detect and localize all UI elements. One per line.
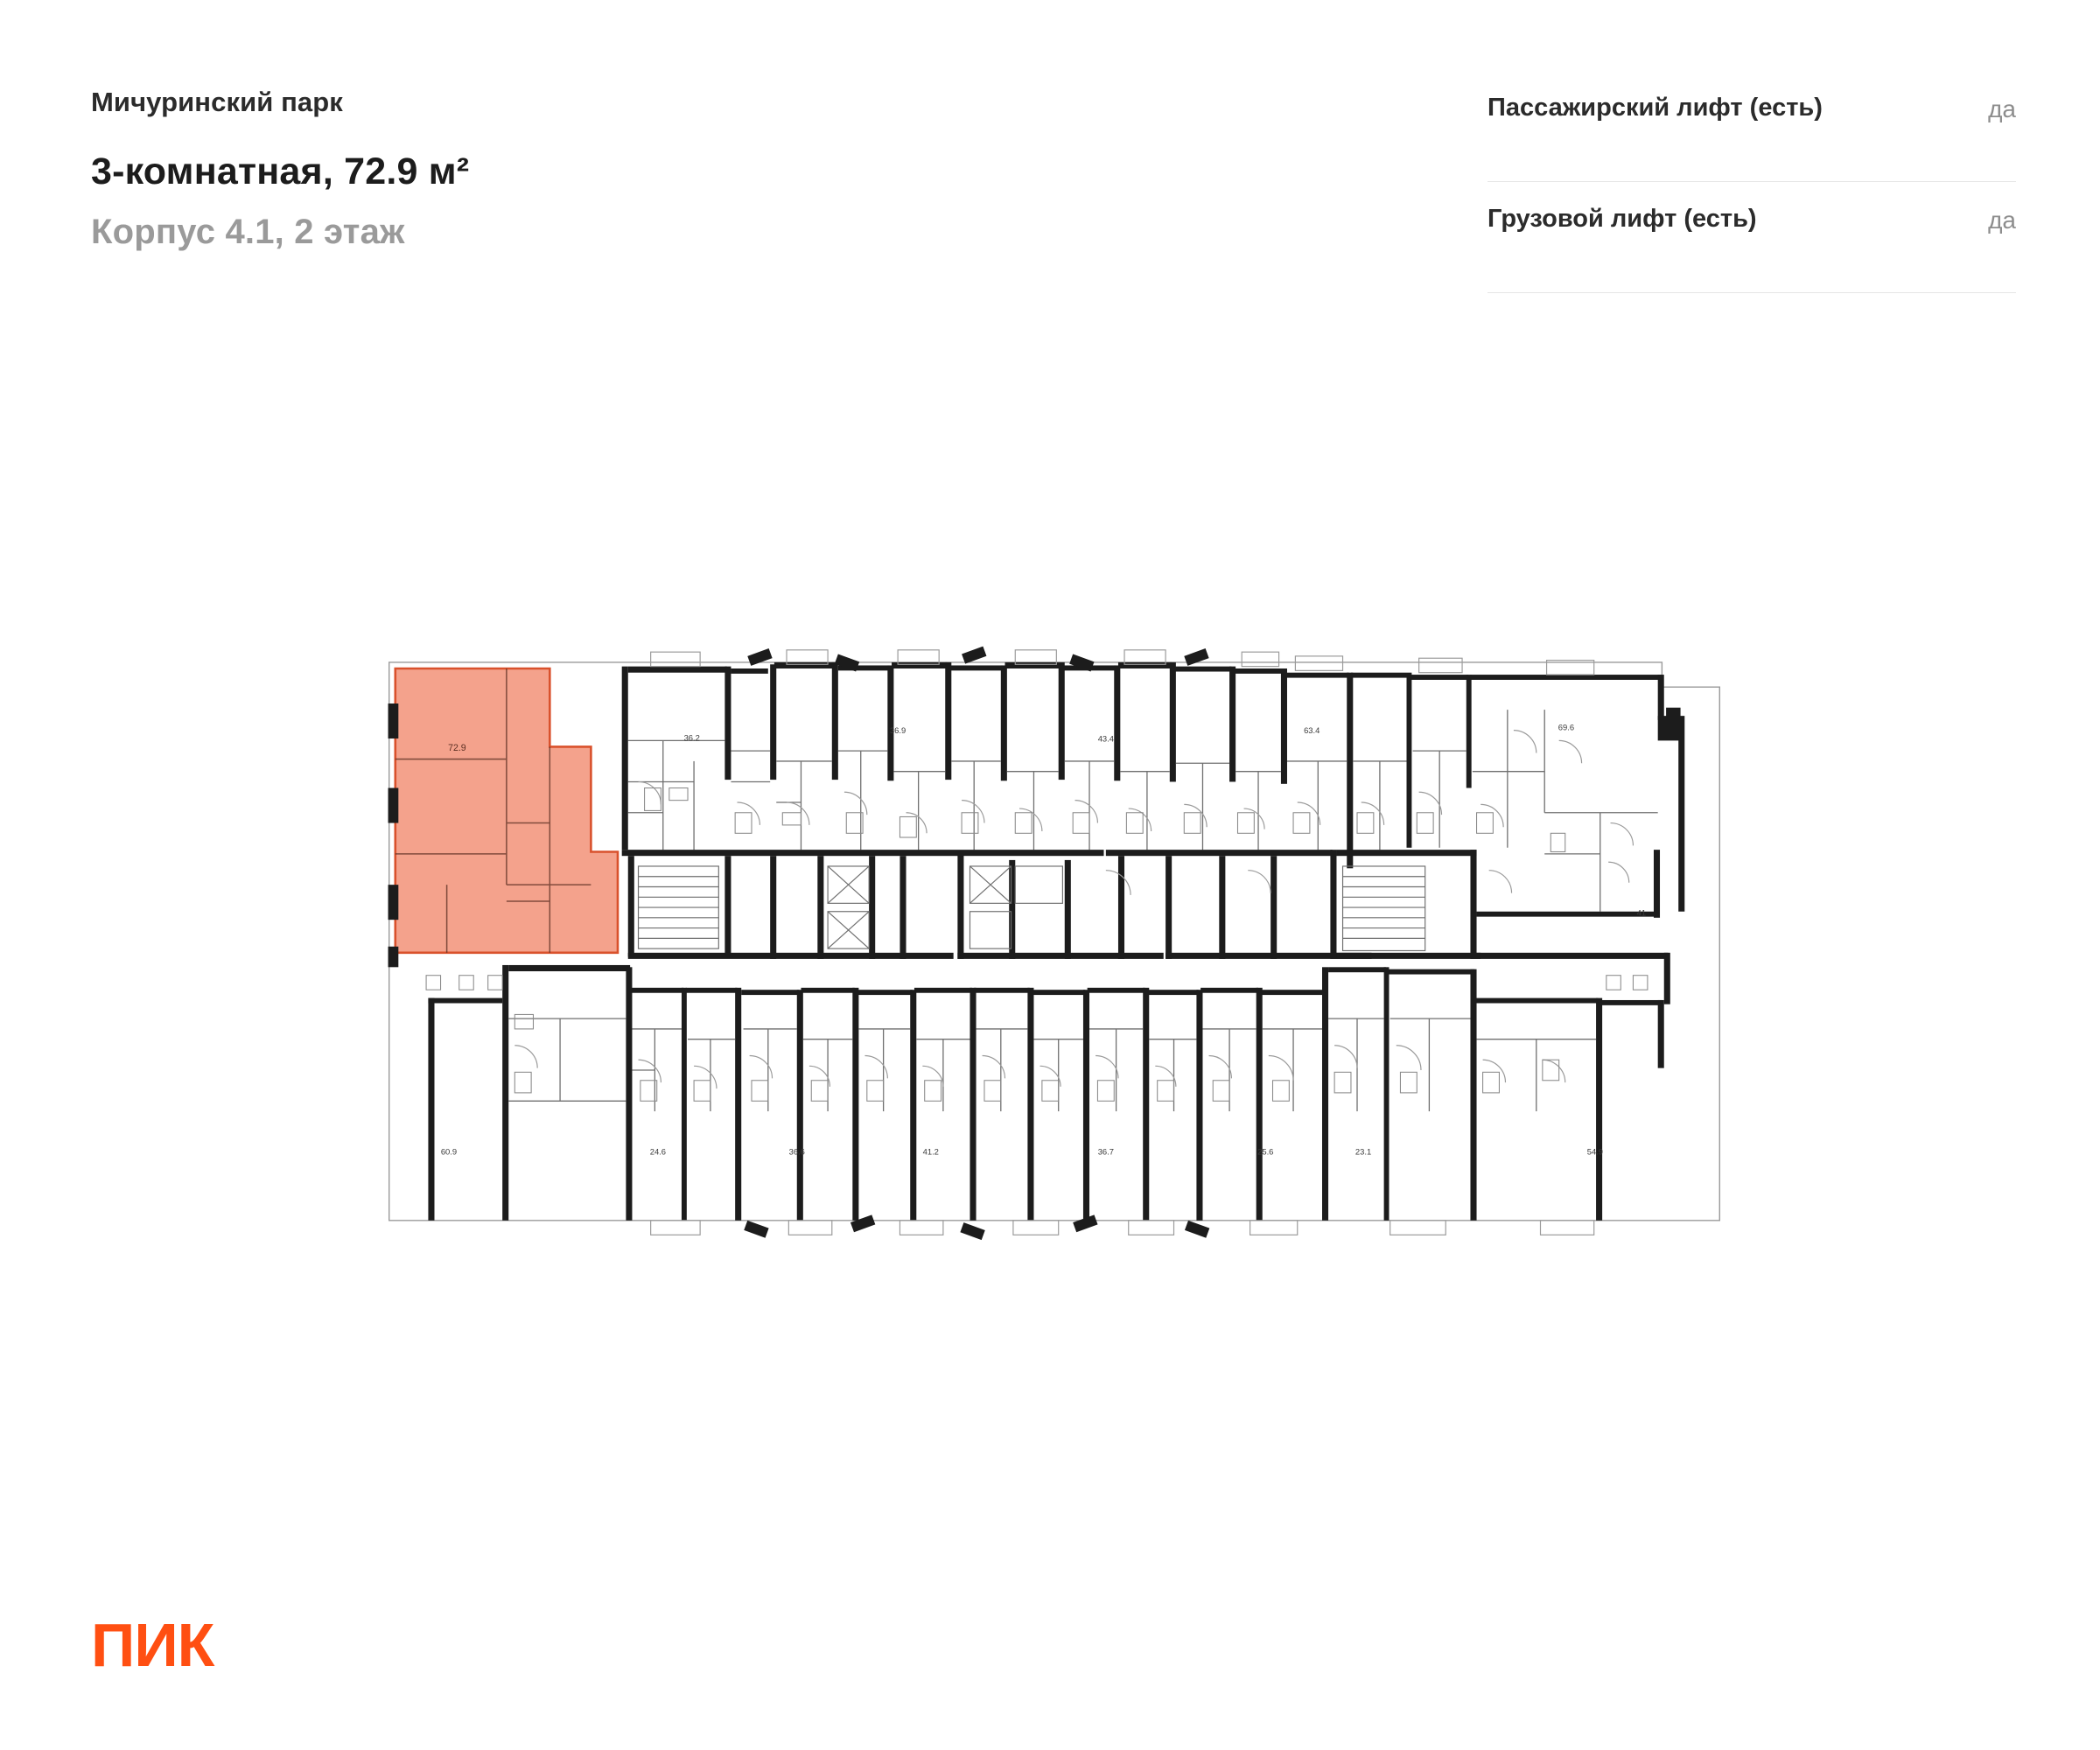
selected-apartment[interactable] bbox=[396, 668, 618, 953]
structural-walls-core bbox=[622, 850, 1670, 1004]
spec-row-passenger-lift bbox=[1488, 70, 2016, 182]
structural-walls-bottom bbox=[428, 965, 1663, 1221]
interior-partitions-top bbox=[628, 710, 1658, 912]
area-label: 41 bbox=[1636, 907, 1647, 918]
area-label: 69.6 bbox=[1558, 722, 1575, 732]
complex-name: Мичуринский парк bbox=[91, 87, 343, 117]
area-label: 36.9 bbox=[889, 725, 906, 736]
specs-table bbox=[1488, 70, 2016, 293]
core-stairs-lifts bbox=[639, 866, 1425, 951]
area-label: 25.6 bbox=[1257, 1146, 1274, 1157]
spec-value: да bbox=[1988, 206, 2016, 234]
area-label: 36.2 bbox=[683, 732, 700, 743]
area-labels bbox=[441, 723, 1646, 1157]
floor-plan-svg bbox=[385, 560, 1724, 1312]
area-label: 63.4 bbox=[1304, 725, 1320, 736]
area-label: 54.9 bbox=[1586, 1146, 1604, 1157]
area-label: 24.6 bbox=[649, 1146, 667, 1157]
spec-label: Грузовой лифт (есть) bbox=[1488, 205, 1757, 233]
pik-logo: ПИК bbox=[91, 1611, 214, 1679]
area-label: 41.2 bbox=[922, 1146, 939, 1157]
spec-row-cargo-lift bbox=[1488, 182, 2016, 293]
spec-label: Пассажирский лифт (есть) bbox=[1488, 94, 1823, 122]
area-label: 36.6 bbox=[788, 1146, 805, 1157]
structural-walls-top bbox=[622, 662, 1685, 912]
selected-area-label: 72.9 bbox=[448, 743, 466, 754]
area-label: 36.7 bbox=[1097, 1146, 1115, 1157]
page-title: 3-комнатная, 72.9 м² bbox=[91, 150, 470, 192]
interior-partitions-bottom bbox=[508, 1018, 1596, 1111]
area-label: 43.4 bbox=[1097, 733, 1115, 744]
area-label: 23.1 bbox=[1354, 1146, 1372, 1157]
area-label: 60.9 bbox=[440, 1146, 458, 1157]
floor-plan bbox=[385, 560, 1724, 1312]
spec-value: да bbox=[1988, 95, 2016, 122]
page-subtitle: Корпус 4.1, 2 этаж bbox=[91, 213, 405, 251]
